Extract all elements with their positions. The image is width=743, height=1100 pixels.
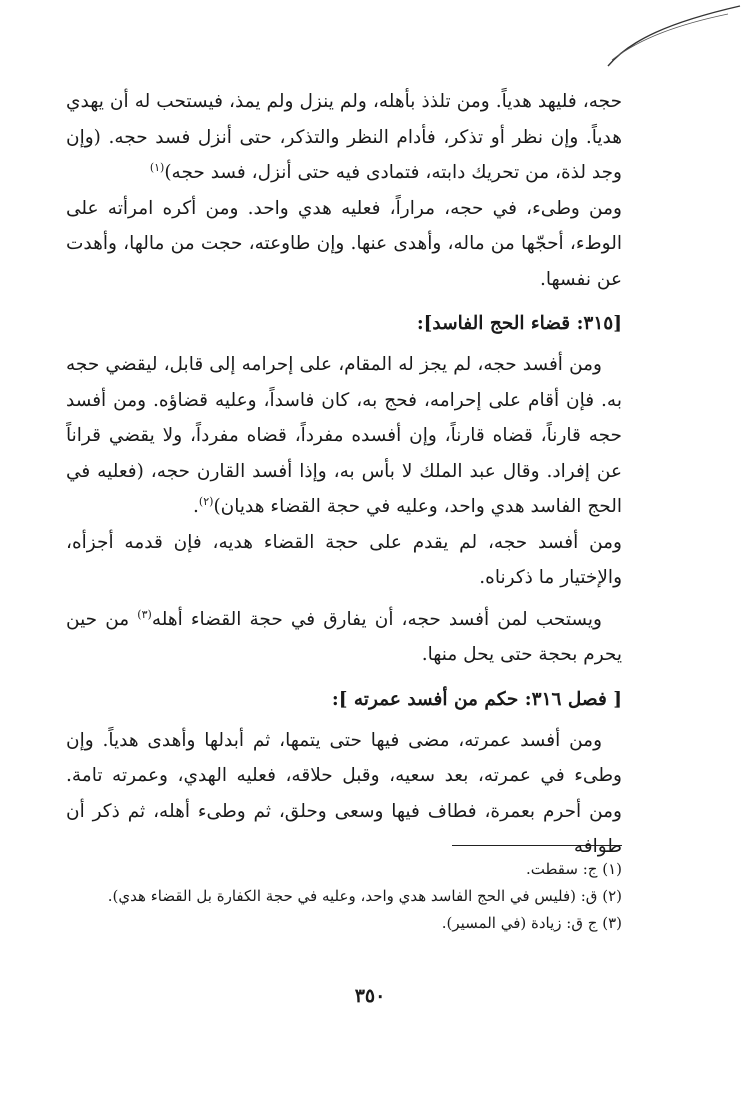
- footnote-ref-3: (٣): [137, 607, 152, 621]
- paragraph-4: ومن أفسد حجه، لم يقدم على حجة القضاء هديه، فإن قدمه أجزأه، والإختيار ما ذكرناه.: [66, 531, 622, 588]
- section-heading-315: [٣١٥: قضاء الحج الفاسد]:: [416, 313, 622, 334]
- paragraph-1: حجه، فليهد هدياً. ومن تلذذ بأهله، ولم ينزل ولم يمذ، فيستحب له أن يهدي هدياً. وإن نظر أو تذكر، فأدام النظر والتذكر، حتى أنزل فسد حجه. (وإن وجد لذة، من تحريك دابته، فتمادى فيه حتى أنزل، فسد حجه)$^{(١)}$: [66, 91, 622, 183]
- footnotes: [66, 856, 622, 937]
- paragraph-5: ويستحب لمن أفسد حجه، أن يفارق في حجة القضاء أهله$^{(٣)}$ من حين يحرم بحجة حتى يحل منها.: [66, 607, 622, 665]
- paragraph-3: ومن أفسد حجه، لم يجز له المقام، على إحرامه إلى قابل، ليقضي حجه به. فإن أقام على إحرامه، فحج به، كان فاسداً، وعليه قضاؤه. ومن أفسد حجه قارناً، قضاه قارناً، وإن أفسده مفرداً، قضاه مفرداً، ولا يقضي قراناً عن إفراد. وقال عبد الملك لا بأس به، وإذا أفسد القارن حجه، (فعليه في الحج الفاسد هدي واحد، وعليه في حجة القضاء هديان)$^{(٢)}$.: [66, 354, 622, 517]
- corner-pen-stroke: [600, 0, 743, 70]
- footnote-1: (١) ج: سقطت.: [525, 860, 622, 878]
- footnote-ref-2: (٢): [198, 494, 214, 508]
- paragraph-6: ومن أفسد عمرته، مضى فيها حتى يتمها، ثم أبدلها وأهدى هدياً. وإن وطىء في عمرته، بعد سعيه، وقبل حلاقه، فعليه الهدي، وعمرته تامة. ومن أحرم بعمرة، فطاف فيها وسعى وحلق، ثم وطىء أهله، ثم ذكر أن طوافه: [66, 729, 622, 857]
- main-text: [66, 84, 622, 865]
- footnote-divider: [452, 845, 622, 846]
- footnote-3: (٣) ج ق: زيادة (في المسير).: [441, 914, 622, 932]
- paragraph-2: ومن وطىء، في حجه، مراراً، فعليه هدي واحد. ومن أكره امرأته على الوطء، أحجّها من ماله، وأهدى عنها. وإن طاوعته، حجت من مالها، وأهدت عن نفسها.: [66, 197, 622, 290]
- footnote-ref-1: (١): [149, 160, 165, 174]
- page-number: ٣٥٠: [354, 985, 386, 1007]
- section-heading-316: [ فصل ٣١٦: حكم من أفسد عمرته ]:: [331, 688, 622, 710]
- footnote-2: (٢) ق: (فليس في الحج الفاسد هدي واحد، وعليه في حجة الكفارة بل القضاء هدي).: [107, 887, 622, 905]
